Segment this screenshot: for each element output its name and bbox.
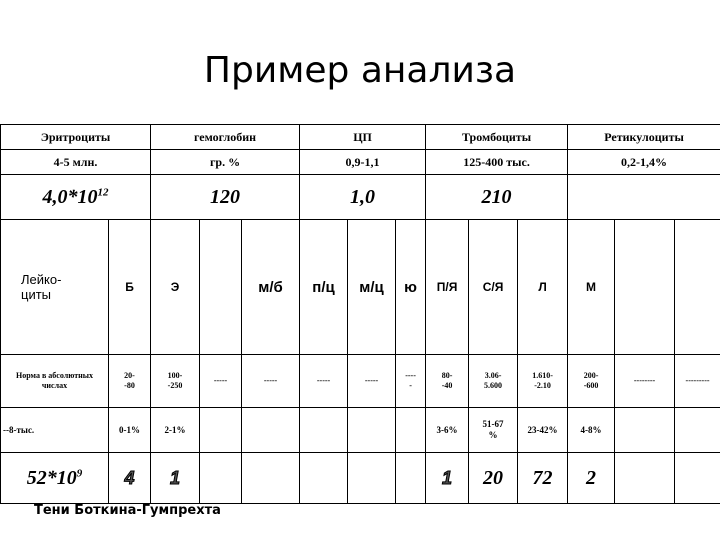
value-erythrocytes-exp: 12 xyxy=(97,185,109,198)
absolute-norm-cell: ---- - xyxy=(396,355,426,408)
leuko-cell: Л xyxy=(518,220,568,355)
percent-norm-cell xyxy=(200,408,242,453)
result-cell xyxy=(300,453,348,504)
leuko-cell: С/Я xyxy=(469,220,518,355)
norm-hemoglobin: гр. % xyxy=(151,150,300,175)
header-row xyxy=(1,125,720,150)
absolute-norm-cell: 80- -40 xyxy=(426,355,469,408)
absolute-norm-cell: 3.06- 5.600 xyxy=(469,355,518,408)
result-cell xyxy=(396,453,426,504)
analysis-table xyxy=(0,124,720,504)
percent-norm-cell: 51-67 % xyxy=(469,408,518,453)
result-cell xyxy=(242,453,300,504)
leuko-cell: М xyxy=(568,220,615,355)
result-cell xyxy=(200,453,242,504)
header-reticulocytes: Ретикулоциты xyxy=(568,125,720,150)
norm-erythrocytes: 4-5 млн. xyxy=(1,150,151,175)
result-cell xyxy=(348,453,396,504)
absolute-norm-cell: ----- xyxy=(348,355,396,408)
norm-cp: 0,9-1,1 xyxy=(300,150,426,175)
percent-norm-cell xyxy=(675,408,720,453)
absolute-norm-cell: 200- -600 xyxy=(568,355,615,408)
value-cp: 1,0 xyxy=(300,175,426,220)
absolute-norm-cell: 20- -80 xyxy=(109,355,151,408)
result-leukocytes-exp: 9 xyxy=(76,466,83,479)
slide-title: Пример анализа xyxy=(203,50,517,91)
percent-norm-cell: 23-42% xyxy=(518,408,568,453)
percent-norm-cell: 0-1% xyxy=(109,408,151,453)
absolute-norm-cell: --------- xyxy=(675,355,720,408)
absolute-norm-cell: -------- xyxy=(615,355,675,408)
result-cell: 4 xyxy=(109,453,151,504)
value-platelets: 210 xyxy=(426,175,568,220)
absolute-norm-cell: 1.610- -2.10 xyxy=(518,355,568,408)
header-cp: ЦП xyxy=(300,125,426,150)
leuko-cell: Б xyxy=(109,220,151,355)
percent-norm-cell: 2-1% xyxy=(151,408,200,453)
leuko-cell xyxy=(675,220,720,355)
percent-norm-cell xyxy=(242,408,300,453)
percent-norm-cell: 4-8% xyxy=(568,408,615,453)
absolute-norm-label: Норма в абсолютных числах xyxy=(1,355,109,408)
leuko-cell: м/ц xyxy=(348,220,396,355)
result-cell xyxy=(675,453,720,504)
norm-reticulocytes: 0,2-1,4% xyxy=(568,150,720,175)
percent-norm-cell: 3-6% xyxy=(426,408,469,453)
leuko-cell: ю xyxy=(396,220,426,355)
leuko-cell: м/б xyxy=(242,220,300,355)
value-erythrocytes xyxy=(1,175,151,220)
result-leukocytes xyxy=(1,453,109,504)
percent-norm-row xyxy=(1,408,720,453)
footer-note: Тени Боткина-Гумпрехта xyxy=(34,503,221,518)
percent-norm-label: --8-тыс. xyxy=(1,408,109,453)
result-cell: 72 xyxy=(518,453,568,504)
absolute-norm-cell: ----- xyxy=(242,355,300,408)
result-leukocytes-base: 52*10 xyxy=(26,466,77,489)
norm-row xyxy=(1,150,720,175)
leuko-cell xyxy=(200,220,242,355)
value-row xyxy=(1,175,720,220)
leuko-cell: П/Я xyxy=(426,220,469,355)
leuko-cell xyxy=(615,220,675,355)
leukocyte-label: Лейко- циты xyxy=(1,220,109,355)
value-reticulocytes xyxy=(568,175,720,220)
percent-norm-cell xyxy=(396,408,426,453)
percent-norm-cell xyxy=(348,408,396,453)
result-cell: 20 xyxy=(469,453,518,504)
header-hemoglobin: гемоглобин xyxy=(151,125,300,150)
value-hemoglobin: 120 xyxy=(151,175,300,220)
leuko-cell: Э xyxy=(151,220,200,355)
result-cell: 2 xyxy=(568,453,615,504)
result-cell xyxy=(615,453,675,504)
percent-norm-cell xyxy=(615,408,675,453)
header-platelets: Тромбоциты xyxy=(426,125,568,150)
leukocyte-row xyxy=(1,220,720,355)
absolute-norm-cell: 100- -250 xyxy=(151,355,200,408)
leuko-cell: п/ц xyxy=(300,220,348,355)
result-cell: 1 xyxy=(151,453,200,504)
percent-norm-cell xyxy=(300,408,348,453)
result-row xyxy=(1,453,720,504)
result-cell: 1 xyxy=(426,453,469,504)
norm-platelets: 125-400 тыс. xyxy=(426,150,568,175)
absolute-norm-cell: ----- xyxy=(200,355,242,408)
header-erythrocytes: Эритроциты xyxy=(1,125,151,150)
value-erythrocytes-base: 4,0*10 xyxy=(42,185,98,208)
absolute-norm-cell: ----- xyxy=(300,355,348,408)
absolute-norm-row xyxy=(1,355,720,408)
